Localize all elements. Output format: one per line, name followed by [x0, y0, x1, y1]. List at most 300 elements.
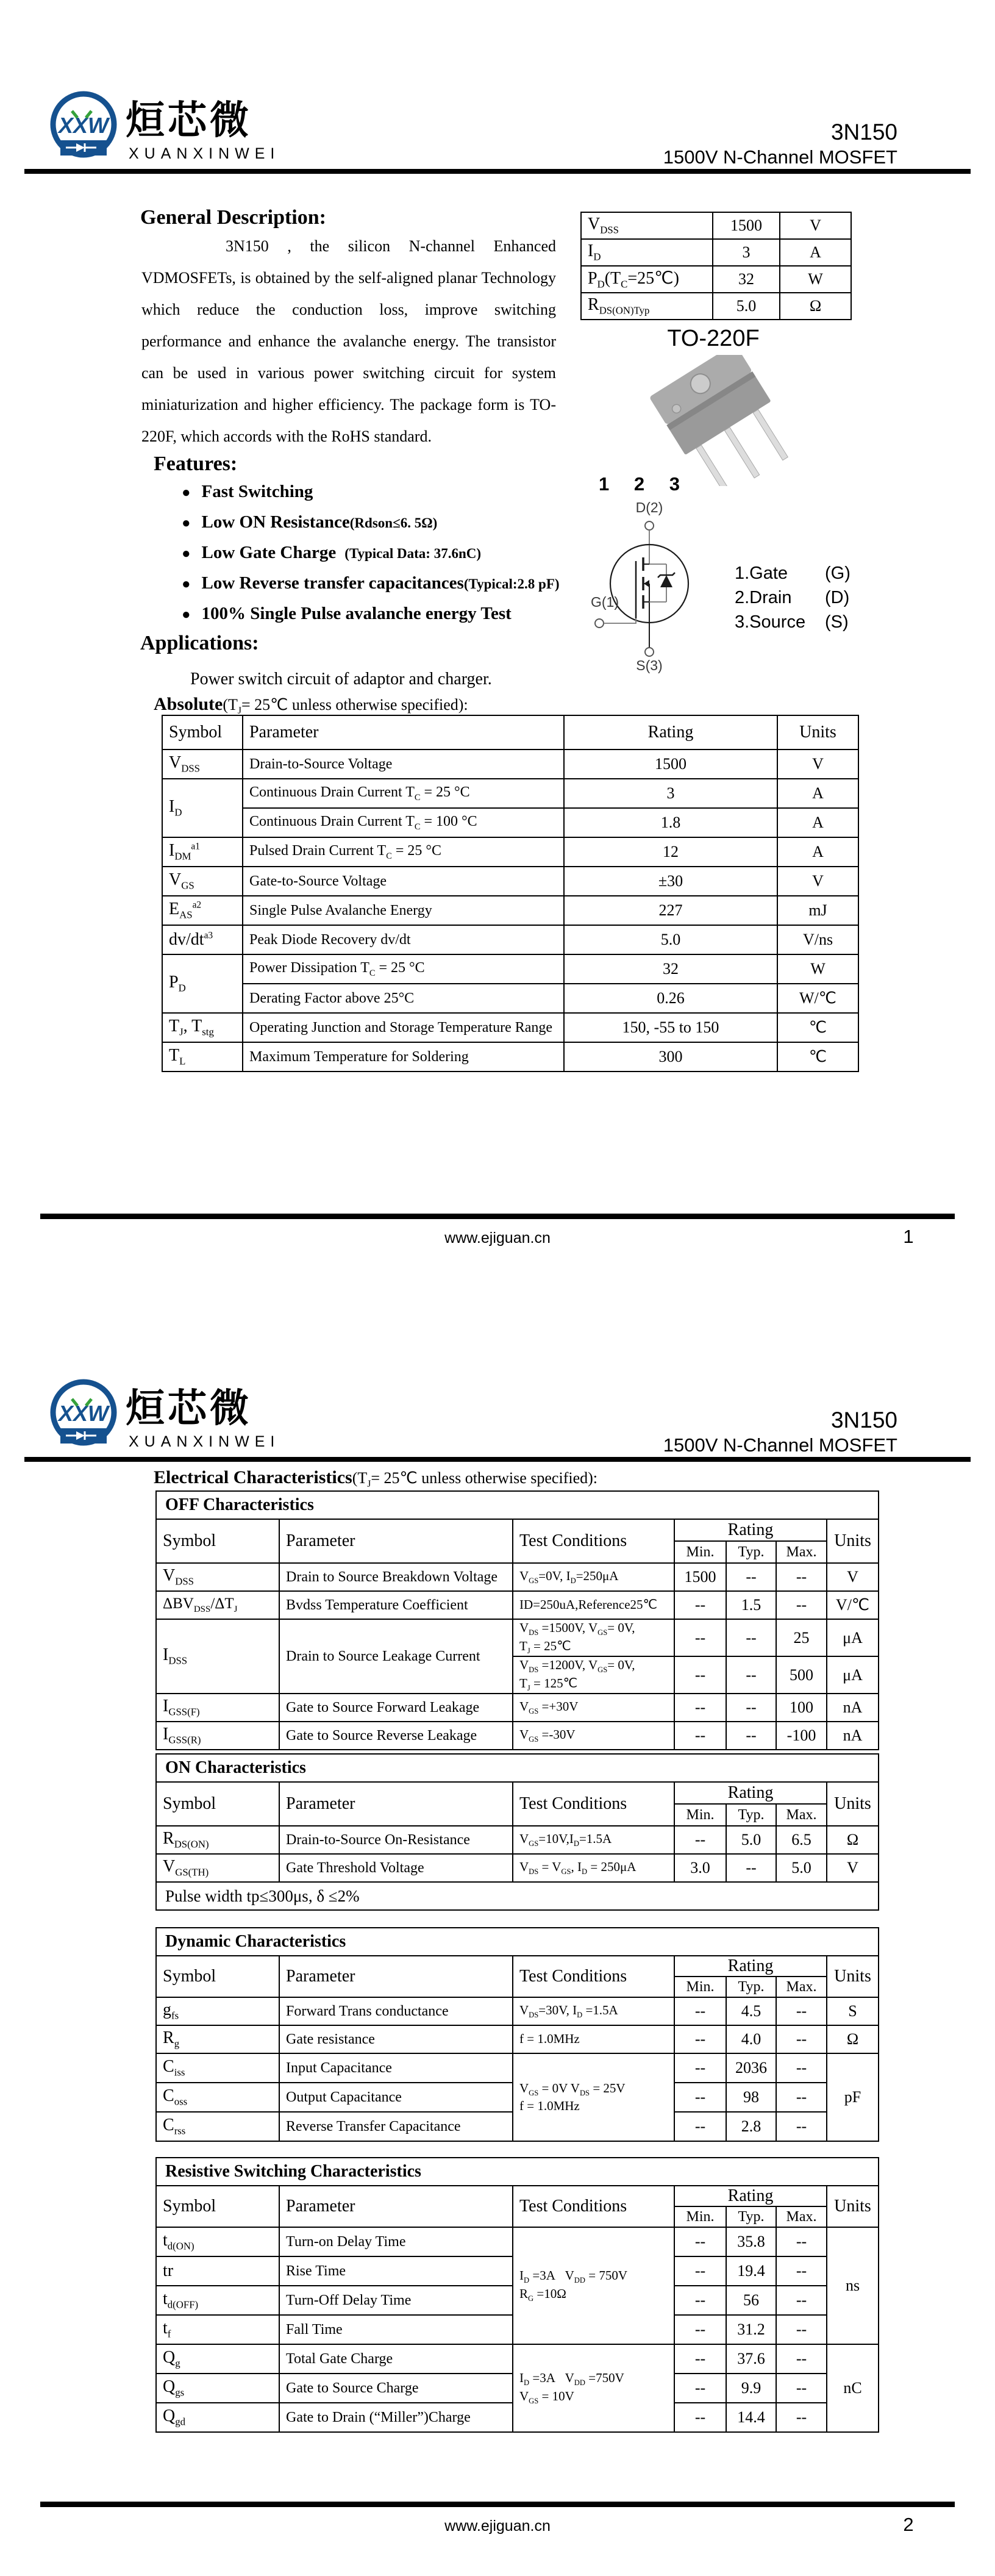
cell: --	[674, 2315, 726, 2344]
gate-label: G(1)	[591, 594, 619, 610]
section-title-row: ON Characteristics	[156, 1754, 879, 1782]
col-header: Parameter	[279, 2186, 513, 2227]
spec-symbol: $P_D(T_C=25℃)$	[581, 266, 713, 293]
cell: 227	[564, 896, 777, 925]
cell: 500	[776, 1656, 827, 1694]
cell: Total Gate Charge	[279, 2344, 513, 2374]
cell: Ω	[827, 1826, 879, 1854]
feature-item: ● Low Gate Charge (Typical Data: 37.6nC)	[182, 543, 481, 562]
cell: $t_{d(OFF)}$	[156, 2286, 279, 2315]
table-row	[162, 750, 858, 779]
col-header: Typ.	[726, 1804, 776, 1826]
cell: Reverse Transfer Capacitance	[279, 2112, 513, 2141]
table-row	[156, 1591, 879, 1619]
cell: pF	[827, 2053, 879, 2141]
cell: Drain-to-Source On-Resistance	[279, 1826, 513, 1854]
cell: $t_{d(ON)}$	[156, 2227, 279, 2256]
spec-symbol: $R_{DS(ON)Typ}$	[581, 293, 713, 320]
table-row	[156, 1722, 879, 1750]
cell: --	[674, 2025, 726, 2053]
col-header: Test Conditions	[513, 1519, 674, 1563]
legend-item: 1.Gate (G)	[735, 564, 851, 583]
cell: mJ	[777, 896, 858, 925]
cell: Output Capacitance	[279, 2083, 513, 2112]
table-row	[162, 925, 858, 954]
cell: 3.0	[674, 1854, 726, 1882]
cell: $dv/dt^{a3}$	[162, 925, 243, 954]
col-header: Rating	[674, 1519, 827, 1541]
cell: $I_{GSS(F)}$	[156, 1694, 279, 1722]
cell: 31.2	[726, 2315, 776, 2344]
col-header: Symbol	[156, 2186, 279, 2227]
cell: $I_D =3A$ $V_{DD} = 750V$ $R_G =10\Omega$	[513, 2227, 674, 2344]
cell: $C_{rss}$	[156, 2112, 279, 2141]
cell: --	[726, 1854, 776, 1882]
col-header: Min.	[674, 1804, 726, 1826]
bullet-icon: ●	[182, 485, 191, 501]
footer-website: www.ejiguan.cn	[444, 1229, 551, 1247]
footer-rule	[40, 2502, 955, 2507]
cell: Continuous Drain Current $T_C = 25$ °C	[243, 779, 564, 808]
cell: --	[674, 1722, 726, 1750]
table-row	[162, 896, 858, 925]
cell: $I_{DM}^{a1}$	[162, 837, 243, 867]
features-title: Features:	[154, 453, 238, 475]
electrical-characteristics-heading: Electrical $Characteristics(T_J=$ 25℃ unless otherwise specified):	[154, 1467, 597, 1490]
general-description-title: General Description:	[140, 206, 326, 229]
table-row	[156, 2344, 879, 2374]
col-header: Test Conditions	[513, 1956, 674, 1997]
col-header: Symbol	[156, 1956, 279, 1997]
cell: A	[777, 837, 858, 867]
section-title-row: Resistive Switching Characteristics	[156, 2158, 879, 2186]
cell: $P_D$	[162, 954, 243, 1013]
col-header: Parameter	[243, 715, 564, 750]
table-row	[581, 266, 851, 293]
cell: --	[674, 1997, 726, 2025]
cell: --	[776, 1591, 827, 1619]
cell: V	[777, 750, 858, 779]
cell: 4.5	[726, 1997, 776, 2025]
cell: 35.8	[726, 2227, 776, 2256]
col-header: Symbol	[156, 1782, 279, 1826]
cell: 32	[564, 954, 777, 984]
feature-item: ● Fast Switching	[182, 482, 313, 501]
cell: A	[777, 808, 858, 837]
cell: Continuous Drain Current $T_C = 100$ °C	[243, 808, 564, 837]
cell: Gate to Source Forward Leakage	[279, 1694, 513, 1722]
package-label: TO-220F	[667, 326, 760, 351]
col-header: Units	[827, 2186, 879, 2227]
cell: Gate to Source Reverse Leakage	[279, 1722, 513, 1750]
cell: ns	[827, 2227, 879, 2344]
cell: Gate-to-Source Voltage	[243, 867, 564, 896]
spec-unit: Ω	[780, 293, 851, 320]
cell: --	[674, 2083, 726, 2112]
cell: 0.26	[564, 984, 777, 1013]
cell: $Q_{gs}$	[156, 2374, 279, 2403]
table-row	[162, 984, 858, 1013]
mosfet-schematic	[588, 488, 719, 677]
cell: $V_{GS}=0V$, $I_D=250\mu A$	[513, 1563, 674, 1591]
pin-numbers-label: 1 2 3	[599, 473, 690, 495]
cell: f = 1.0MHz	[513, 2025, 674, 2053]
page-2	[0, 1288, 995, 2576]
cell: --	[726, 1656, 776, 1694]
cell: nA	[827, 1722, 879, 1750]
table-header-row	[162, 715, 858, 750]
cell: 56	[726, 2286, 776, 2315]
brand-logo-icon	[48, 89, 119, 166]
cell: 100	[776, 1694, 827, 1722]
cell: Pulsed Drain Current $T_C = 25$ °C	[243, 837, 564, 867]
cell: $I_D$	[162, 779, 243, 837]
cell: 2.8	[726, 2112, 776, 2141]
col-header: Units	[827, 1956, 879, 1997]
cell: $V_{DS} =1200V$, $V_{GS}= 0V$, $T_J$ = 125℃	[513, 1656, 674, 1694]
cell: --	[674, 2286, 726, 2315]
cell: μA	[827, 1619, 879, 1656]
cell: $T_L$	[162, 1042, 243, 1072]
table-header-row	[156, 1956, 879, 1977]
bullet-icon: ●	[182, 546, 191, 562]
cell: 4.0	[726, 2025, 776, 2053]
cell: 1.8	[564, 808, 777, 837]
cell: W/℃	[777, 984, 858, 1013]
cell: $Q_g$	[156, 2344, 279, 2374]
table-header-row	[156, 2186, 879, 2206]
cell: Gate Threshold Voltage	[279, 1854, 513, 1882]
drain-label: D(2)	[635, 499, 663, 515]
cell: $V_{GS} =-30V$	[513, 1722, 674, 1750]
cell: $I_{GSS(R)}$	[156, 1722, 279, 1750]
cell: --	[674, 1591, 726, 1619]
cell: $V_{GS} = 0V$ $V_{DS} = 25V$ f = 1.0MHz	[513, 2053, 674, 2141]
applications-title: Applications:	[140, 632, 259, 654]
cell: $\Delta BV_{DSS}/\Delta T_J$	[156, 1591, 279, 1619]
table-row	[162, 1042, 858, 1072]
cell: S	[827, 1997, 879, 2025]
cell: 1.5	[726, 1591, 776, 1619]
quick-specs-table	[580, 212, 852, 320]
cell: --	[776, 2374, 827, 2403]
table-row	[162, 1013, 858, 1042]
cell: --	[674, 2374, 726, 2403]
cell: $I_{DSS}$	[156, 1619, 279, 1694]
table-row	[156, 1826, 879, 1854]
table-row	[156, 1694, 879, 1722]
cell: tr	[156, 2256, 279, 2286]
footer-website: www.ejiguan.cn	[444, 2517, 551, 2535]
col-header: Max.	[776, 1541, 827, 1563]
bullet-icon: ●	[182, 576, 191, 592]
cell: nC	[827, 2344, 879, 2432]
spec-unit: A	[780, 239, 851, 266]
cell: --	[776, 2256, 827, 2286]
cell: Gate to Drain (“Miller”)Charge	[279, 2403, 513, 2432]
cell: --	[674, 2112, 726, 2141]
cell: $t_f$	[156, 2315, 279, 2344]
cell: W	[777, 954, 858, 984]
cell: --	[674, 2053, 726, 2083]
cell: Fall Time	[279, 2315, 513, 2344]
table-row	[162, 954, 858, 984]
cell: --	[674, 2344, 726, 2374]
brand-name-cn: 烜芯微	[126, 1387, 252, 1430]
cell: $V_{DSS}$	[156, 1563, 279, 1591]
table-row	[581, 239, 851, 266]
header-rule	[24, 1457, 971, 1462]
section-title-row: OFF Characteristics	[156, 1491, 879, 1519]
cell: Power Dissipation $T_C = 25$ °C	[243, 954, 564, 984]
cell: V	[827, 1854, 879, 1882]
cell: 14.4	[726, 2403, 776, 2432]
feature-item: ● Low Reverse transfer capacitances (Typical:2.8 pF)	[182, 573, 560, 593]
cell: ℃	[777, 1013, 858, 1042]
cell: Forward Trans conductance	[279, 1997, 513, 2025]
table-row	[581, 212, 851, 239]
bullet-icon: ●	[182, 607, 191, 623]
col-header: Min.	[674, 1541, 726, 1563]
cell: Single Pulse Avalanche Energy	[243, 896, 564, 925]
table-row	[156, 1619, 879, 1656]
svg-text:XXW: XXW	[58, 113, 109, 138]
cell: $V_{GS(TH)}$	[156, 1854, 279, 1882]
table-row	[162, 867, 858, 896]
cell: $V_{DS}=30V$, $I_D =1.5A$	[513, 1997, 674, 2025]
col-header: Parameter	[279, 1956, 513, 1997]
cell: $V_{GS}=10V,I_D=1.5A$	[513, 1826, 674, 1854]
legend-item: 2.Drain (D)	[735, 588, 850, 607]
dynamic-characteristics-table	[155, 1927, 879, 2142]
cell: --	[674, 2227, 726, 2256]
source-label: S(3)	[636, 657, 663, 673]
cell: Gate to Source Charge	[279, 2374, 513, 2403]
cell: 1500	[674, 1563, 726, 1591]
cell: $Q_{gd}$	[156, 2403, 279, 2432]
cell: --	[776, 2025, 827, 2053]
cell: 300	[564, 1042, 777, 1072]
feature-item: ● 100% Single Pulse avalanche energy Test	[182, 604, 512, 623]
cell: 37.6	[726, 2344, 776, 2374]
col-header: Rating	[674, 2186, 827, 2206]
col-header: Max.	[776, 1977, 827, 1997]
cell: nA	[827, 1694, 879, 1722]
cell: V/ns	[777, 925, 858, 954]
col-header: Typ.	[726, 2206, 776, 2227]
table-row	[162, 837, 858, 867]
cell: Drain to Source Breakdown Voltage	[279, 1563, 513, 1591]
spec-unit: V	[780, 212, 851, 239]
cell: --	[776, 2286, 827, 2315]
col-header: Typ.	[726, 1977, 776, 1997]
cell: --	[674, 1694, 726, 1722]
absolute-ratings-heading: $Absolute(T_J=$ 25℃ unless otherwise specified):	[154, 694, 468, 717]
cell: Turn-on Delay Time	[279, 2227, 513, 2256]
cell: $V_{GS}$	[162, 867, 243, 896]
cell: 9.9	[726, 2374, 776, 2403]
cell: --	[674, 1656, 726, 1694]
legend-item: 3.Source (S)	[735, 612, 849, 632]
cell: 150, -55 to 150	[564, 1013, 777, 1042]
doc-subtitle: 1500V N-Channel MOSFET	[663, 1434, 897, 1456]
col-header: Units	[827, 1519, 879, 1563]
part-number: 3N150	[830, 120, 897, 145]
on-characteristics-table	[155, 1753, 879, 1911]
absolute-ratings-table	[162, 715, 859, 1072]
cell: Drain to Source Leakage Current	[279, 1619, 513, 1694]
table-row	[156, 2053, 879, 2083]
cell: μA	[827, 1656, 879, 1694]
brand-name-en: XUANXINWEI	[129, 1433, 280, 1450]
cell: Rise Time	[279, 2256, 513, 2286]
spec-value: 32	[713, 266, 780, 293]
col-header: Rating	[674, 1956, 827, 1977]
cell: 98	[726, 2083, 776, 2112]
page-number: 2	[903, 2514, 914, 2535]
cell: Turn-Off Delay Time	[279, 2286, 513, 2315]
cell: Maximum Temperature for Soldering	[243, 1042, 564, 1072]
cell: $R_g$	[156, 2025, 279, 2053]
col-header: Test Conditions	[513, 1782, 674, 1826]
cell: 5.0	[564, 925, 777, 954]
brand-name-en: XUANXINWEI	[129, 145, 280, 162]
cell: Operating Junction and Storage Temperature Range	[243, 1013, 564, 1042]
cell: Ω	[827, 2025, 879, 2053]
table-row	[162, 779, 858, 808]
col-header: Max.	[776, 2206, 827, 2227]
cell: V/℃	[827, 1591, 879, 1619]
cell: Gate resistance	[279, 2025, 513, 2053]
cell: ℃	[777, 1042, 858, 1072]
spec-unit: W	[780, 266, 851, 293]
cell: --	[776, 2053, 827, 2083]
col-header: Typ.	[726, 1541, 776, 1563]
col-header: Rating	[564, 715, 777, 750]
applications-body: Power switch circuit of adaptor and charger.	[190, 670, 492, 689]
table-row	[156, 2025, 879, 2053]
cell: $V_{DS} = V_{GS}$, $I_D = 250\mu A$	[513, 1854, 674, 1882]
cell: --	[776, 2315, 827, 2344]
cell: --	[776, 2403, 827, 2432]
cell: 6.5	[776, 1826, 827, 1854]
table-row	[156, 1854, 879, 1882]
brand-logo-icon	[48, 1377, 119, 1454]
cell: --	[726, 1563, 776, 1591]
table-note-row	[156, 1882, 879, 1910]
page-number: 1	[903, 1226, 914, 1247]
spec-value: 5.0	[713, 293, 780, 320]
pulse-width-note: Pulse width tp≤300μs, δ ≤2%	[156, 1882, 879, 1910]
col-header: Units	[827, 1782, 879, 1826]
table-row	[156, 1563, 879, 1591]
col-header: Min.	[674, 1977, 726, 1997]
cell: 19.4	[726, 2256, 776, 2286]
cell: --	[776, 2227, 827, 2256]
cell: ±30	[564, 867, 777, 896]
general-description-body: 3N150 , the silicon N-channel Enhanced VDMOSFETs, is obtained by the self-aligned planar Technology which reduce the conduction loss, improve switching performance and enhance the avalanche energy. The transistor can be used in various power switching circuit for system miniaturization and higher efficiency. The package form is TO-220F, which accords with the RoHS standard.	[141, 237, 556, 445]
table-row	[156, 2227, 879, 2256]
resistive-switching-table	[155, 2157, 879, 2433]
cell: $E_{AS}^{a2}$	[162, 896, 243, 925]
cell: Derating Factor above 25°C	[243, 984, 564, 1013]
col-header: Symbol	[162, 715, 243, 750]
bullet-icon: ●	[182, 515, 191, 531]
cell: Bvdss Temperature Coefficient	[279, 1591, 513, 1619]
col-header: Units	[777, 715, 858, 750]
col-header: Parameter	[279, 1519, 513, 1563]
spec-symbol: $V_{DSS}$	[581, 212, 713, 239]
header-rule	[24, 169, 971, 174]
cell: $C_{iss}$	[156, 2053, 279, 2083]
features-list	[182, 482, 572, 634]
cell: 2036	[726, 2053, 776, 2083]
cell: $C_{oss}$	[156, 2083, 279, 2112]
col-header: Test Conditions	[513, 2186, 674, 2227]
cell: $V_{GS} =+30V$	[513, 1694, 674, 1722]
cell: --	[776, 2112, 827, 2141]
brand-name-cn: 烜芯微	[126, 99, 252, 142]
cell: -100	[776, 1722, 827, 1750]
cell: --	[674, 1826, 726, 1854]
table-row	[162, 808, 858, 837]
cell: $R_{DS(ON)}$	[156, 1826, 279, 1854]
footer-rule	[40, 1214, 955, 1219]
spec-value: 1500	[713, 212, 780, 239]
table-header-row	[156, 1782, 879, 1804]
cell: 5.0	[726, 1826, 776, 1854]
cell: --	[674, 2256, 726, 2286]
table-header-row	[156, 1519, 879, 1541]
cell: --	[776, 2344, 827, 2374]
cell: 3	[564, 779, 777, 808]
cell: --	[776, 2083, 827, 2112]
table-row	[156, 1997, 879, 2025]
cell: V	[777, 867, 858, 896]
cell: --	[776, 1563, 827, 1591]
cell: --	[726, 1619, 776, 1656]
cell: ID=250uA,Reference25℃	[513, 1591, 674, 1619]
cell: --	[726, 1694, 776, 1722]
cell: Peak Diode Recovery dv/dt	[243, 925, 564, 954]
doc-subtitle: 1500V N-Channel MOSFET	[663, 146, 897, 168]
cell: 25	[776, 1619, 827, 1656]
cell: A	[777, 779, 858, 808]
part-number: 3N150	[830, 1408, 897, 1433]
cell: 1500	[564, 750, 777, 779]
col-header: Rating	[674, 1782, 827, 1804]
cell: $T_J$, $T_{stg}$	[162, 1013, 243, 1042]
col-header: Symbol	[156, 1519, 279, 1563]
svg-text:XXW: XXW	[58, 1401, 109, 1426]
col-header: Parameter	[279, 1782, 513, 1826]
pin-legend	[735, 564, 881, 637]
cell: $V_{DS} =1500V$, $V_{GS}= 0V$, $T_J$ = 25℃	[513, 1619, 674, 1656]
col-header: Min.	[674, 2206, 726, 2227]
table-row	[581, 293, 851, 320]
cell: $V_{DSS}$	[162, 750, 243, 779]
cell: --	[776, 1997, 827, 2025]
col-header: Max.	[776, 1804, 827, 1826]
cell: --	[674, 1619, 726, 1656]
spec-value: 3	[713, 239, 780, 266]
cell: --	[726, 1722, 776, 1750]
cell: Input Capacitance	[279, 2053, 513, 2083]
cell: $g_{fs}$	[156, 1997, 279, 2025]
spec-symbol: $I_D$	[581, 239, 713, 266]
cell: --	[674, 2403, 726, 2432]
cell: 12	[564, 837, 777, 867]
